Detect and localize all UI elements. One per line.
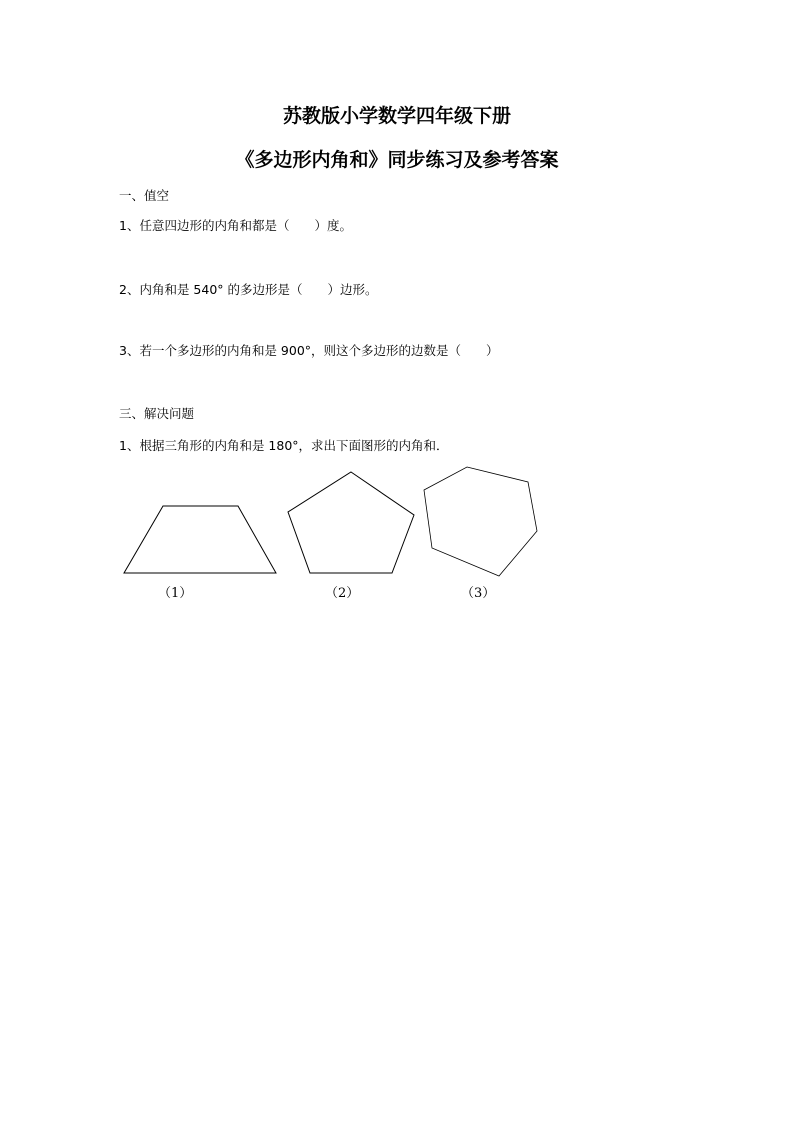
document-subtitle: 《多边形内角和》同步练习及参考答案: [235, 149, 559, 171]
document-title: 苏教版小学数学四年级下册: [282, 105, 511, 127]
question-3: 3、若一个多边形的内角和是 900°，则这个多边形的边数是（ ）: [119, 343, 499, 358]
section-heading-problem-solving: 三、解决问题: [119, 406, 195, 421]
problem-question-1: 1、根据三角形的内角和是 180°，求出下面图形的内角和．: [119, 438, 449, 453]
pentagon-figure: [288, 472, 414, 573]
figure-caption-2: （2）: [325, 586, 360, 601]
hexagon-figure: [424, 467, 537, 576]
figure-caption-1: （1）: [158, 586, 193, 601]
question-2: 2、内角和是 540° 的多边形是（ ）边形。: [119, 282, 378, 297]
question-1: 1、任意四边形的内角和都是（ ）度。: [119, 218, 352, 233]
section-heading-fill-blank: 一、值空: [119, 188, 170, 203]
figure-caption-3: （3）: [461, 586, 496, 601]
trapezoid-figure: [124, 506, 276, 573]
